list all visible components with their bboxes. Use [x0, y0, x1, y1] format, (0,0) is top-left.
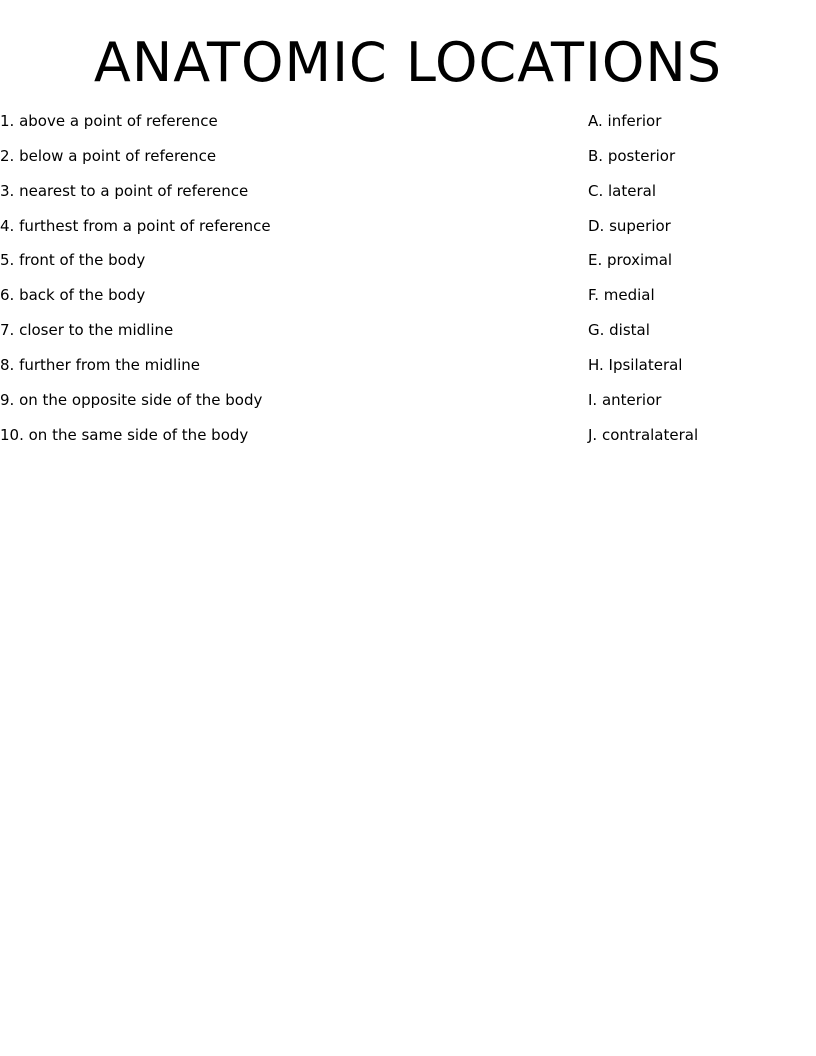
clue-item: 7. closer to the midline	[0, 321, 174, 340]
clue-item: 3. nearest to a point of reference	[0, 181, 249, 200]
answer-item: G. distal	[588, 321, 650, 340]
answer-item: H. Ipsilateral	[588, 355, 683, 374]
answer-item: A. inferior	[588, 112, 662, 130]
answer-item: D. superior	[588, 216, 671, 235]
answer-item: I. anterior	[588, 390, 662, 409]
answer-item: B. posterior	[588, 146, 676, 165]
answer-item: J. contralateral	[588, 425, 699, 444]
page-title: ANATOMIC LOCATIONS	[93, 31, 723, 94]
clue-item: 2. below a point of reference	[0, 146, 217, 165]
clue-item: 10. on the same side of the body	[0, 425, 249, 444]
clue-item: 5. front of the body	[0, 251, 146, 270]
answer-item: F. medial	[588, 286, 655, 305]
clue-item: 8. further from the midline	[0, 355, 201, 374]
answer-list	[588, 110, 808, 458]
clue-item: 1. above a point of reference	[0, 112, 218, 130]
clue-item: 4. furthest from a point of reference	[0, 216, 271, 235]
clue-item: 6. back of the body	[0, 286, 146, 305]
answer-item: C. lateral	[588, 181, 657, 200]
clue-list	[0, 110, 560, 458]
clue-item: 9. on the opposite side of the body	[0, 390, 263, 409]
answer-item: E. proximal	[588, 251, 673, 270]
